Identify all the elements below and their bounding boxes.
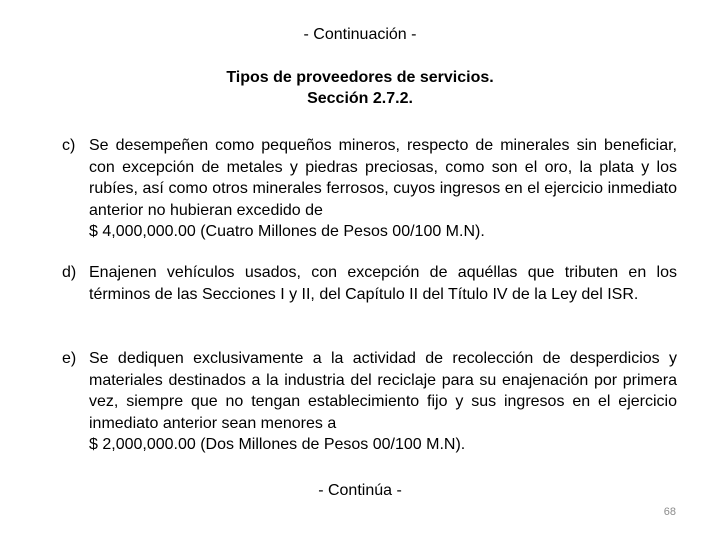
list-item-letter: e) [62,350,77,367]
continues-footer: - Continúa - [318,482,402,499]
section-title-line-1: Tipos de proveedores de servicios. [226,69,494,86]
list-item-e [62,348,677,456]
list-item-amount: $ 2,000,000.00 (Dos Millones de Pesos 00/100 M.N). [89,436,466,453]
continuation-header: - Continuación - [303,26,417,43]
list-item-body: Enajenen vehículos usados, con excepción de aquéllas que tributen en los términos de las Secciones I y II, del Capítulo II del Título IV de la Ley del ISR. [89,264,677,303]
list-item-d [62,262,677,305]
list-item-c [62,135,677,243]
section-title-line-2: Sección 2.7.2. [307,90,413,107]
page-number: 68 [663,506,676,518]
list-item-text [89,135,677,243]
list-item-letter: d) [62,264,77,281]
section-title [0,67,720,109]
list-item-letter: c) [62,137,76,154]
list-item-amount: $ 4,000,000.00 (Cuatro Millones de Pesos 00/100 M.N). [89,223,485,240]
list-item-body: Se dediquen exclusivamente a la actividad de recolección de desperdicios y materiales destinados a la industria del reciclaje para su enajenación por primera vez, siempre que no tengan establecimiento fijo y sus ingresos en el ejercicio inmediato anterior sean menores a [89,350,677,432]
list-item-text [89,262,677,305]
list-item-text [89,348,677,456]
list-item-body: Se desempeñen como pequeños mineros, respecto de minerales sin beneficiar, con excepción de metales y piedras preciosas, como son el oro, la plata y los rubíes, así como otros minerales ferrosos, cuyos ingresos en el ejercicio inmediato anterior no hubieran excedido de [89,137,677,219]
